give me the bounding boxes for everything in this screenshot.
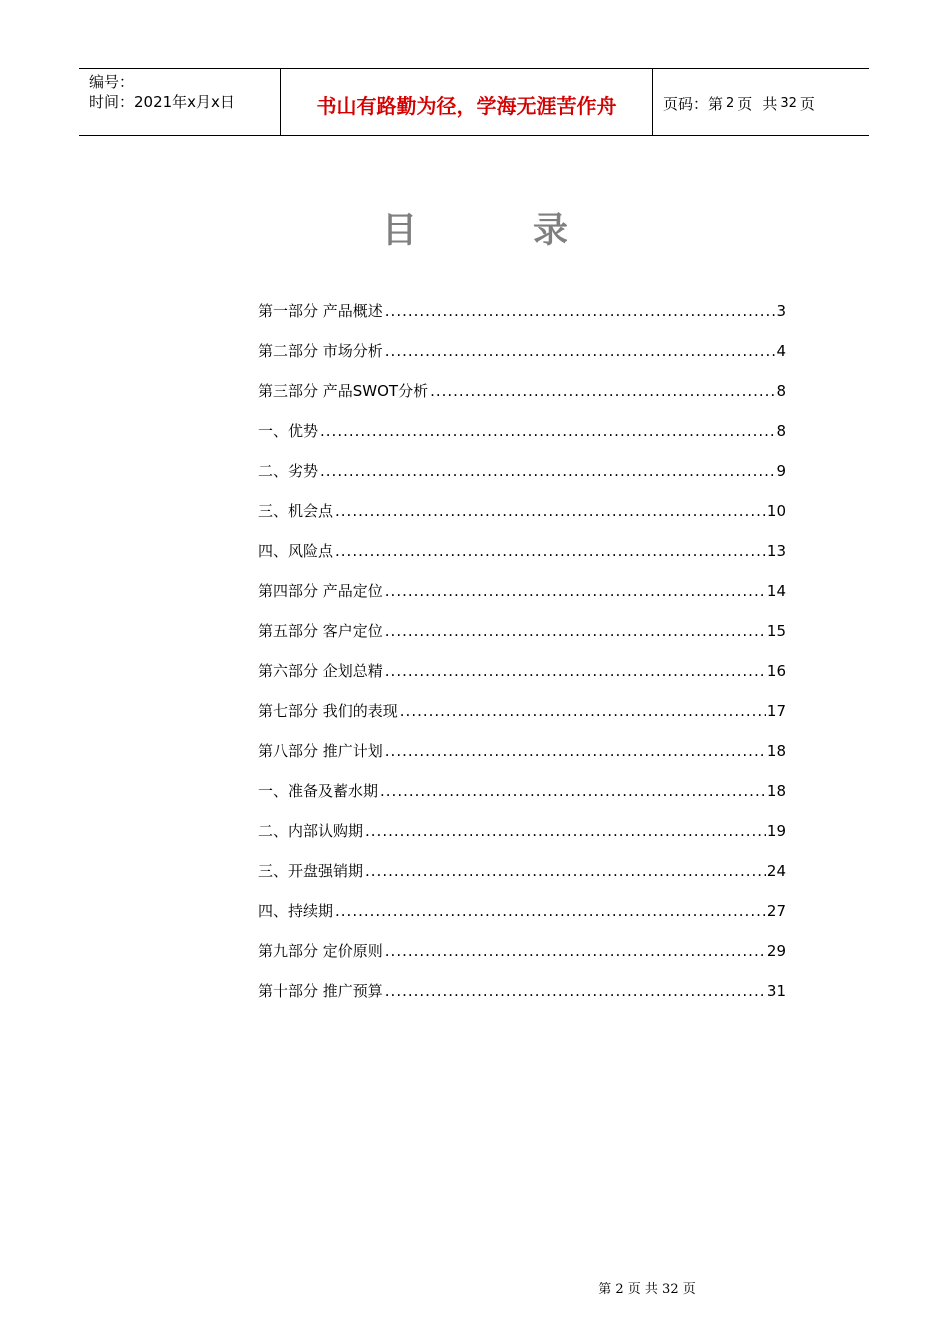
- toc-dot-leader: [365, 820, 766, 842]
- toc-dot-leader: [430, 380, 775, 402]
- toc-title-right: 录: [533, 211, 569, 251]
- toc-dot-leader: [385, 980, 766, 1002]
- toc-entry[interactable]: [258, 860, 786, 900]
- toc-entry[interactable]: [258, 540, 786, 580]
- toc-entry[interactable]: [258, 900, 786, 940]
- toc-entry-page: 9: [776, 462, 786, 480]
- toc-entry[interactable]: [258, 620, 786, 660]
- toc-dot-leader: [385, 940, 766, 962]
- toc-entry[interactable]: [258, 420, 786, 460]
- toc-dot-leader: [385, 740, 766, 762]
- toc-entry-page: 27: [766, 902, 786, 920]
- toc-entry[interactable]: [258, 980, 786, 1020]
- toc-entry-page: 24: [766, 862, 786, 880]
- header-page-mid: 页: [737, 94, 753, 113]
- toc-dot-leader: [400, 700, 766, 722]
- toc-entry[interactable]: [258, 300, 786, 340]
- toc-entry-title: 第六部分 企划总精: [258, 662, 383, 680]
- header-page-suffix: 页: [799, 94, 815, 113]
- toc-entry-title: 第二部分 市场分析: [258, 342, 383, 360]
- toc-dot-leader: [385, 580, 766, 602]
- toc-entry[interactable]: [258, 940, 786, 980]
- toc-entry-page: 3: [776, 302, 786, 320]
- toc-entry-page: 13: [766, 542, 786, 560]
- toc-entry[interactable]: [258, 500, 786, 540]
- toc-entry-title: 二、内部认购期: [258, 822, 364, 840]
- toc-entry-title: 第十部分 推广预算: [258, 982, 383, 1000]
- toc-title-left: 目: [381, 211, 417, 251]
- toc-entry[interactable]: [258, 660, 786, 700]
- toc-entry-title: 第三部分 产品SWOT分析: [258, 382, 429, 400]
- toc-dot-leader: [320, 460, 775, 482]
- toc-entry-page: 17: [766, 702, 786, 720]
- header-page-prefix: 页码：第: [663, 94, 724, 113]
- page-header: [79, 68, 869, 136]
- toc-entry[interactable]: [258, 740, 786, 780]
- header-page-total: 32: [780, 95, 797, 111]
- toc-entry-title: 一、优势: [258, 422, 319, 440]
- toc-entry-page: 18: [766, 782, 786, 800]
- toc-entry-page: 18: [766, 742, 786, 760]
- toc-dot-leader: [335, 900, 766, 922]
- toc-dot-leader: [385, 300, 776, 322]
- header-motto: 书山有路勤为径，学海无涯苦作舟: [316, 93, 617, 118]
- toc-entry[interactable]: [258, 340, 786, 380]
- toc-dot-leader: [365, 860, 766, 882]
- toc-entry[interactable]: [258, 700, 786, 740]
- toc-entry-page: 8: [776, 382, 786, 400]
- toc-entry-title: 四、持续期: [258, 902, 334, 920]
- table-of-contents: [258, 300, 786, 1020]
- toc-entry-title: 第七部分 我们的表现: [258, 702, 398, 720]
- toc-entry-title: 四、风险点: [258, 542, 334, 560]
- toc-entry-title: 第八部分 推广计划: [258, 742, 383, 760]
- toc-entry-page: 19: [766, 822, 786, 840]
- toc-entry-title: 第四部分 产品定位: [258, 582, 383, 600]
- toc-entry[interactable]: [258, 460, 786, 500]
- toc-dot-leader: [380, 780, 766, 802]
- toc-entry-page: 8: [776, 422, 786, 440]
- header-motto-cell: [280, 69, 653, 135]
- toc-entry-title: 二、劣势: [258, 462, 319, 480]
- toc-entry-title: 三、机会点: [258, 502, 334, 520]
- toc-entry[interactable]: [258, 820, 786, 860]
- toc-entry[interactable]: [258, 580, 786, 620]
- toc-entry[interactable]: [258, 780, 786, 820]
- toc-entry-page: 29: [766, 942, 786, 960]
- toc-entry-title: 三、开盘强销期: [258, 862, 364, 880]
- header-page-total-prefix: 共: [762, 94, 778, 113]
- toc-entry-page: 15: [766, 622, 786, 640]
- toc-entry-title: 一、准备及蓄水期: [258, 782, 379, 800]
- toc-entry-page: 10: [766, 502, 786, 520]
- toc-dot-leader: [320, 420, 775, 442]
- page-footer: 第 2 页 共 32 页: [598, 1282, 696, 1297]
- toc-dot-leader: [385, 660, 766, 682]
- toc-dot-leader: [385, 340, 776, 362]
- toc-dot-leader: [335, 540, 766, 562]
- header-page-cell: [653, 69, 869, 135]
- header-time-label: 时间：2021年x月x日: [89, 93, 235, 111]
- toc-entry-page: 14: [766, 582, 786, 600]
- toc-entry-title: 第一部分 产品概述: [258, 302, 383, 320]
- header-meta-cell: [79, 69, 280, 135]
- toc-dot-leader: [335, 500, 766, 522]
- toc-entry-page: 16: [766, 662, 786, 680]
- toc-entry-page: 4: [776, 342, 786, 360]
- toc-entry-title: 第五部分 客户定位: [258, 622, 383, 640]
- toc-entry-title: 第九部分 定价原则: [258, 942, 383, 960]
- toc-entry-page: 31: [766, 982, 786, 1000]
- toc-title: [0, 203, 950, 253]
- toc-dot-leader: [385, 620, 766, 642]
- header-page-current: 2: [726, 95, 735, 111]
- header-code-label: 编号：: [89, 73, 135, 91]
- toc-entry[interactable]: [258, 380, 786, 420]
